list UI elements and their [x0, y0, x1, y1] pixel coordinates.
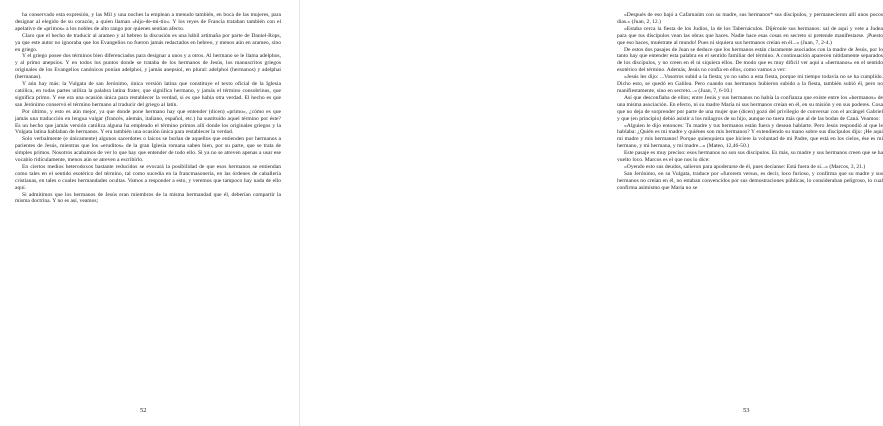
right-text-column — [617, 12, 883, 404]
left-page — [0, 0, 300, 426]
paragraph: «Oyendo esto sus deudos, salieron para apoderarse de él, pues decíanse: Está fuera de sí...» (Marcos, 3, 21.) — [624, 163, 866, 170]
paragraph: San Jerónimo, en su Vulgata, traduce por «furorem versus, es decir, loco furioso, y confirma que su madre y sus hermanos no creían en él, no estaban convencidos por sus demostraciones públicas, lo consideraban peligroso, lo cual confirma asimismo que María no se — [617, 170, 883, 191]
paragraph: Y aún hay más: la Vulgata de san Jerónimo, única versión latina que constituye el texto oficial de la Iglesia católica, en todas partes utiliza la palabra latina frater, que significa hermano, y jamás el término consobrinus, que significa primo. Y ese era una ocasión única para restablecer la verdad, si es que había otra verdad. El hecho es que san Jerónimo conservó el término hermano al traducir del griego al latín. — [15, 81, 281, 108]
paragraph: En ciertos medios heterodoxos bastante reducidos se evocará la posibilidad de que esos hermanos se entiendan como tales en el sentido esotérico del término, tal como sucedía en la francmasonería, en las órdenes de caballería cristianas, en tales o cuales hermandades ocultas. Vamos a responder a esto, y veremos que tampoco hay nada de ello aquí. — [15, 163, 281, 191]
page-number-right: 53 — [743, 407, 750, 414]
paragraph: Claro que el hecho de traducir al arameo y al hebreo la discusión es una hábil artimaña por parte de Daniel-Rops, ya que este autor no ignoraba que los Evangelios no fueron jamás redactados en hebreo, y menos aún en arameo, sino en griego. — [15, 32, 281, 53]
right-page — [300, 0, 883, 426]
paragraph: Este pasaje es muy preciso: esos hermanos no son sus discípulos. Es más, su madre y sus hermanos creen que se ha vuelto loco. Marcos es el que nos lo dice: — [617, 150, 883, 164]
paragraph: Solo verbalmente (e únicamente) algunos sacerdotes o laicos se burlan de aquellos que entienden por hermanos a parientes de Jesús, mientras que los «eruditos» de la gran Iglesia romana saben bien, por su parte, que se trata de simples primos. Nosotros acabamos de ver lo que hay que entender de todo ello. Si ya no se atreven apenas a usar ese vocablo ridículamente, menos aún se atreven a escribirlo. — [15, 136, 281, 164]
paragraph: «Alguien le dijo entonces: Tu madre y tus hermanos están fuera y desean hablarte. Pero Jesús respondió al que le hablaba: ¿Quién es mi madre y quiénes son mis hermanos? Y extendiendo su mano sobre sus discípulos dijo: ¡He aquí mi madre y mis hermanos! Porque quienquiera que hiciere la voluntad de mi Padre, que está en los cielos, ése es mi hermano, y mi hermana, y mi madre...» (Mateo, 12,46-50.) — [617, 122, 883, 150]
paragraph: Por último, y esto es aún mejor, ya que donde pone hermano hay que entender (dicen) «primo», ¿cómo es que jamás una traducción en lengua vulgar (francés, alemán, italiano, español, etc.) ha sustituido aquel término por éste? Es un hecho que jamás versión católica alguna ha empleado el término primos allí donde los originales griegos y la Vulgata latina hablaban de hermanos. Y era también una ocasión única para restablecer la verdad. — [15, 108, 281, 136]
page-number-left: 52 — [140, 407, 147, 414]
left-text-column — [15, 12, 281, 404]
paragraph: ha conservado esta expresión, y las Mil y una noches la emplean a menudo también, en boca de las mujeres, para designar al elegido de su corazón, a quien llaman «hijo-de-mi-tío». Y los reyes de Francia trataban también con el apelativo de «primos» a los nobles de alto rango por quienes sentían afecto. — [15, 12, 281, 32]
paragraph: «Jesús les dijo: ...Vosotros subid a la fiesta; yo no subo a esta fiesta, porque mi tiempo todavía no se ha cumplido. Dicho esto, se quedó en Galilea. Pero cuando sus hermanos hubieron subido a la fiesta, también subió él, pero no manifiestamente, sino en secreto...» (Juan, 7, 6-10.) — [617, 74, 883, 94]
paragraph: «Después de eso bajó a Cafarnaúm con su madre, sus hermanos* sus discípulos, y permanecieron allí unos pocos días.» (Juan, 2, 12.) — [617, 12, 883, 25]
paragraph: Y el griego posee dos términos bien diferenciados para designar a unos y a otros. Al hermano se le llama adelphos, y al primo anepsios. Y en todos los puntos donde se trataba de los hermanos de Jesús, los manuscritos griegos originales de los Evangelios canónicos ponían adelphoi, y jamás anepsioi, en plural: adelphoi (hermanos) y adelphai (hermanas). — [15, 53, 281, 81]
paragraph: Así que desconfiaba de ellos; entre Jesús y sus hermanos no había la confianza que existe entre los «hermanos» de una misma asociación. En efecto, ni su madre María ni sus hermanos creían en él, en su misión y en sus poderes. Cosa que no deja de sorprender por parte de una mujer que (dicen) gozó del privilegio de conversar con el arcángel Gabriel y que (en principio) debió asistir a los milagros de su hijo, aunque no tuera más que al de las bodas de Caná. Veamos: — [617, 94, 883, 122]
paragraph: Si admitimos que los hermanos de Jesús eran miembros de la misma hermandad que él, deberían compartir la misma doctrina. Y no es así, veamos; — [15, 191, 281, 205]
paragraph: De estos dos pasajes de Juan se deduce que los hermanos están claramente asociados con la madre de Jesús, por lo tanto hay que entender esta palabra en el sentido familiar del término. A continuación aparecen nítidamente separados de los discípulos, y no creen en él ni siquiera ellos. De modo que es muy difícil ver aquí a «hermanos» en el sentido esotérico del término. Además, Jesús no confía en ellos, como vamos a ver: — [617, 46, 883, 74]
paragraph: «Estaba cerca la fiesta de los Judíos, la de los Tabernáculos. Dijéronle sus hermanos: sal de aquí y vete a Judea para que tus discípulos vean las obras que haces. Nadie hace esas cosas en secreto si pretende manifestarse. ¡Puesto que eso haces, muéstrate al mundo! Pues ni siquiera sus hermanos creían en él...» (Juan, 7, 2-4.) — [617, 25, 883, 46]
